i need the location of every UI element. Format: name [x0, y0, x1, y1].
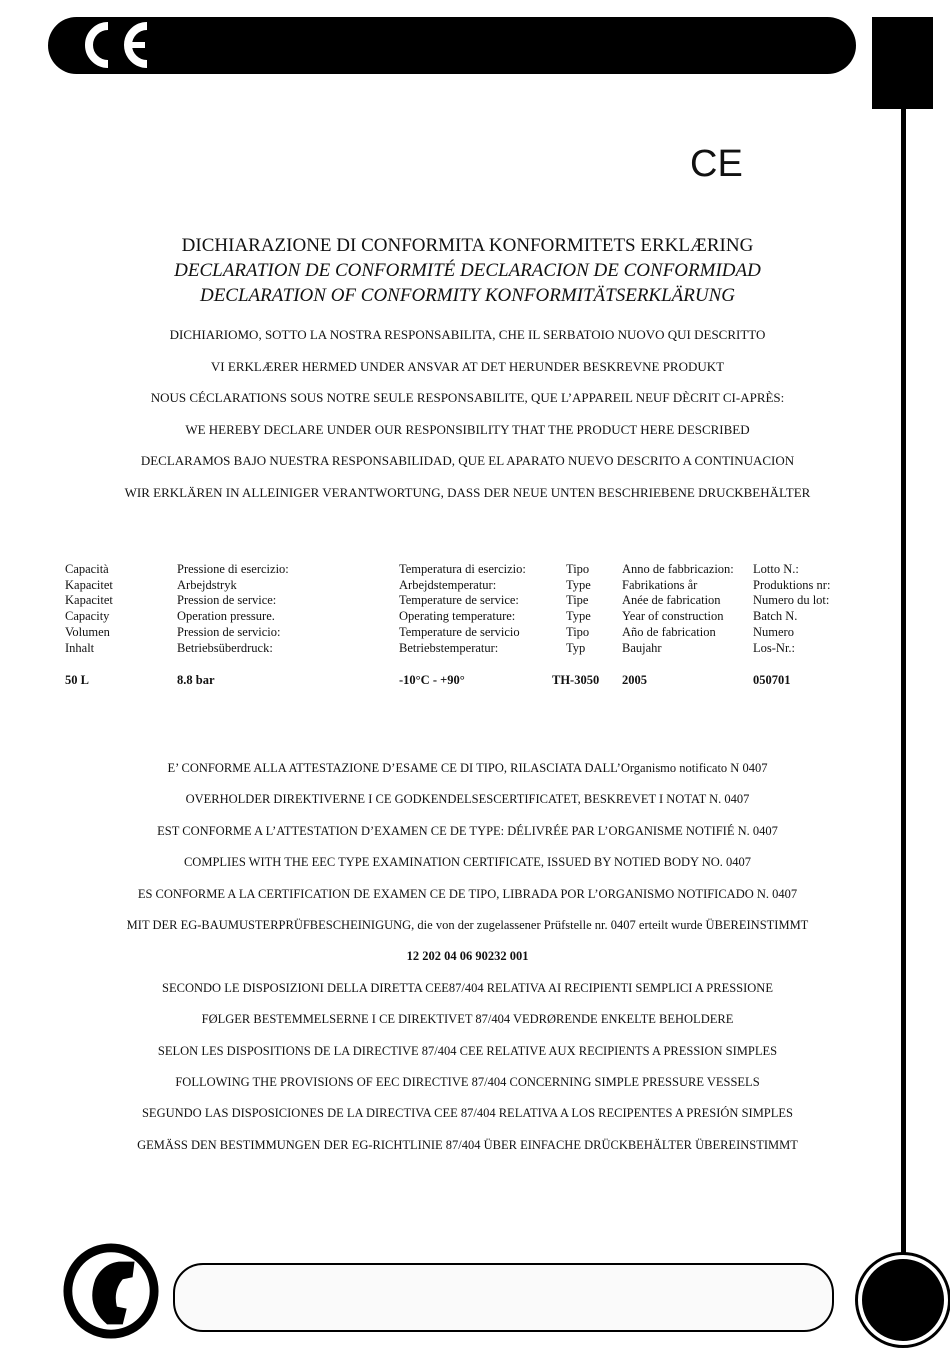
- conformity-line: MIT DER EG-BAUMUSTERPRÜFBESCHEINIGUNG, die von der zugelassener Prüfstelle nr. 0407 erteilt wurde ÜBEREINSTIMMT: [126, 917, 809, 932]
- spec-label: Arbejdstryk: [177, 577, 237, 592]
- conformity-line: GEMÄSS DEN BESTIMMUNGEN DER EG-RICHTLINIE 87/404 ÜBER EINFACHE DRÜCKBEHÄLTER ÜBEREINSTIMMT: [137, 1137, 798, 1152]
- title-line: DECLARATION OF CONFORMITY KONFORMITÄTSERKLÄRUNG: [199, 285, 735, 306]
- conformity-line: ES CONFORME A LA CERTIFICATION DE EXAMEN CE DE TIPO, LIBRADA POR L’ORGANISMO NOTIFICADO N. 0407: [137, 886, 798, 901]
- declaration-line: WIR ERKLÄREN IN ALLEINIGER VERANTWORTUNG, DASS DER NEUE UNTEN BESCHRIEBENE DRUCKBEHÄLTER: [124, 484, 811, 500]
- spec-label: Inhalt: [65, 640, 95, 655]
- declaration-line: DECLARAMOS BAJO NUESTRA RESPONSABILIDAD, QUE EL APARATO NUEVO DESCRITO A CONTINUACION: [140, 453, 795, 468]
- spec-label: Kapacitet: [65, 593, 113, 608]
- side-tab: [872, 17, 933, 109]
- spec-label: Lotto N.:: [753, 562, 799, 576]
- spec-label: Temperature de servicio: [399, 624, 520, 639]
- title-line: DICHIARAZIONE DI CONFORMITA KONFORMITETS ERKLÆRING: [181, 235, 754, 256]
- spec-label: Betriebsüberdruck:: [177, 640, 273, 655]
- spec-label: Operation pressure.: [177, 609, 275, 624]
- title-line: DECLARATION DE CONFORMITÉ DECLARACION DE CONFORMIDAD: [174, 260, 761, 281]
- spec-label: Los-Nr.:: [753, 640, 796, 655]
- spec-label: Pression de servicio:: [177, 624, 281, 639]
- ce-mark: CE: [690, 143, 743, 185]
- conformity-line: FØLGER BESTEMMELSERNE I CE DIREKTIVET 87/404 VEDRØRENDE ENKELTE BEHOLDERE: [201, 1012, 734, 1027]
- spec-label: Type: [566, 577, 591, 592]
- spec-label: Numero du lot:: [753, 593, 830, 608]
- spec-label: Produktions nr:: [753, 577, 831, 592]
- type-value: TH-3050: [552, 673, 600, 687]
- spec-label: Tipo: [566, 624, 590, 639]
- spec-label: Capacità: [65, 562, 109, 576]
- spec-label: Typ: [566, 640, 586, 655]
- capacity-value: 50 L: [65, 673, 89, 687]
- conformity-line: OVERHOLDER DIREKTIVERNE I CE GODKENDELSESCERTIFICATET, BESKREVET I NOTAT N. 0407: [185, 792, 750, 807]
- spec-label: Pressione di esercizio:: [177, 562, 289, 576]
- conformity-line: SELON LES DISPOSITIONS DE LA DIRECTIVE 87/404 CEE RELATIVE AUX RECIPIENTS A PRESSION SIMPLES: [157, 1043, 778, 1058]
- lot-value: 050701: [753, 673, 791, 687]
- temperature-value: -10°C - +90°: [399, 673, 465, 687]
- spec-label: Año de fabrication: [622, 624, 716, 639]
- header-bar: [48, 17, 856, 74]
- conformity-line: SECONDO LE DISPOSIZIONI DELLA DIRETTA CEE87/404 RELATIVA AI RECIPIENTI SEMPLICI A PRESSIONE: [162, 980, 773, 995]
- spec-lot-labels: [753, 562, 830, 656]
- year-value: 2005: [622, 673, 647, 687]
- spec-label: Year of construction: [622, 609, 724, 624]
- spec-pressure-labels: [177, 562, 289, 656]
- spec-label: Betriebstemperatur:: [399, 640, 499, 655]
- pressure-value: 8.8 bar: [177, 673, 215, 687]
- spec-label: Batch N.: [753, 609, 798, 624]
- certificate-number: 12 202 04 06 90232 001: [406, 949, 529, 964]
- spec-type-labels: [566, 562, 591, 656]
- declaration-line: VI ERKLÆRER HERMED UNDER ANSVAR AT DET HERUNDER BESKREVNE PRODUKT: [210, 358, 725, 374]
- spec-label: Operating temperature:: [399, 609, 516, 624]
- conformity-line: EST CONFORME A L’ATTESTATION D’EXAMEN CE DE TYPE: DÉLIVRÉE PAR L’ORGANISME NOTIFIÉ N. 0407: [157, 823, 778, 838]
- declaration-line: NOUS CÉCLARATIONS SOUS NOTRE SEULE RESPONSABILITE, QUE L’APPAREIL NEUF DÈCRIT CI-APRÈS:: [150, 390, 785, 405]
- spec-label: Volumen: [65, 624, 110, 639]
- spec-label: Numero: [753, 624, 794, 639]
- spec-label: Arbejdstemperatur:: [399, 577, 497, 592]
- declaration-titles: [0, 233, 935, 308]
- conformity-line: SEGUNDO LAS DISPOSICIONES DE LA DIRECTIVA CEE 87/404 RELATIVA A LOS RECIPENTES A PRESIÓN SIMPLES: [141, 1106, 793, 1121]
- declaration-line: WE HEREBY DECLARE UNDER OUR RESPONSIBILITY THAT THE PRODUCT HERE DESCRIBED: [185, 421, 750, 437]
- phone-icon: [62, 1242, 160, 1340]
- conformity-line: FOLLOWING THE PROVISIONS OF EEC DIRECTIVE 87/404 CONCERNING SIMPLE PRESSURE VESSELS: [175, 1074, 760, 1089]
- spec-label: Kapacitet: [65, 577, 113, 592]
- spec-label: Capacity: [65, 609, 110, 624]
- declaration-statements: [0, 323, 935, 512]
- spec-label: Anée de fabrication: [622, 593, 721, 608]
- spec-year-labels: [622, 562, 734, 656]
- spec-label: Baujahr: [622, 640, 662, 655]
- spec-label: Type: [566, 609, 591, 624]
- spec-label: Fabrikations år: [622, 577, 698, 592]
- conformity-line: COMPLIES WITH THE EEC TYPE EXAMINATION CERTIFICATE, ISSUED BY NOTIED BODY NO. 0407: [183, 855, 752, 870]
- spec-label: Anno de fabbricazion:: [622, 562, 734, 576]
- spec-label: Tipo: [566, 562, 590, 576]
- spec-temperature-labels: [399, 562, 526, 656]
- page-number-circle: [858, 1255, 948, 1345]
- conformity-line: E’ CONFORME ALLA ATTESTAZIONE D’ESAME CE DI TIPO, RILASCIATA DALL’Organismo notificato N 0407: [167, 761, 768, 775]
- spec-label: Tipe: [566, 593, 589, 608]
- conformity-statements: [0, 757, 935, 1165]
- spec-label: Pression de service:: [177, 593, 277, 608]
- declaration-line: DICHIARIOMO, SOTTO LA NOSTRA RESPONSABILITA, CHE IL SERBATOIO NUOVO QUI DESCRITTO: [169, 327, 766, 342]
- spec-label: Temperature de service:: [399, 593, 519, 608]
- spec-label: Temperatura di esercizio:: [399, 562, 526, 576]
- footer-box: [173, 1263, 834, 1332]
- ce-logo-icon: [72, 20, 152, 70]
- spec-capacity-labels: [65, 562, 113, 656]
